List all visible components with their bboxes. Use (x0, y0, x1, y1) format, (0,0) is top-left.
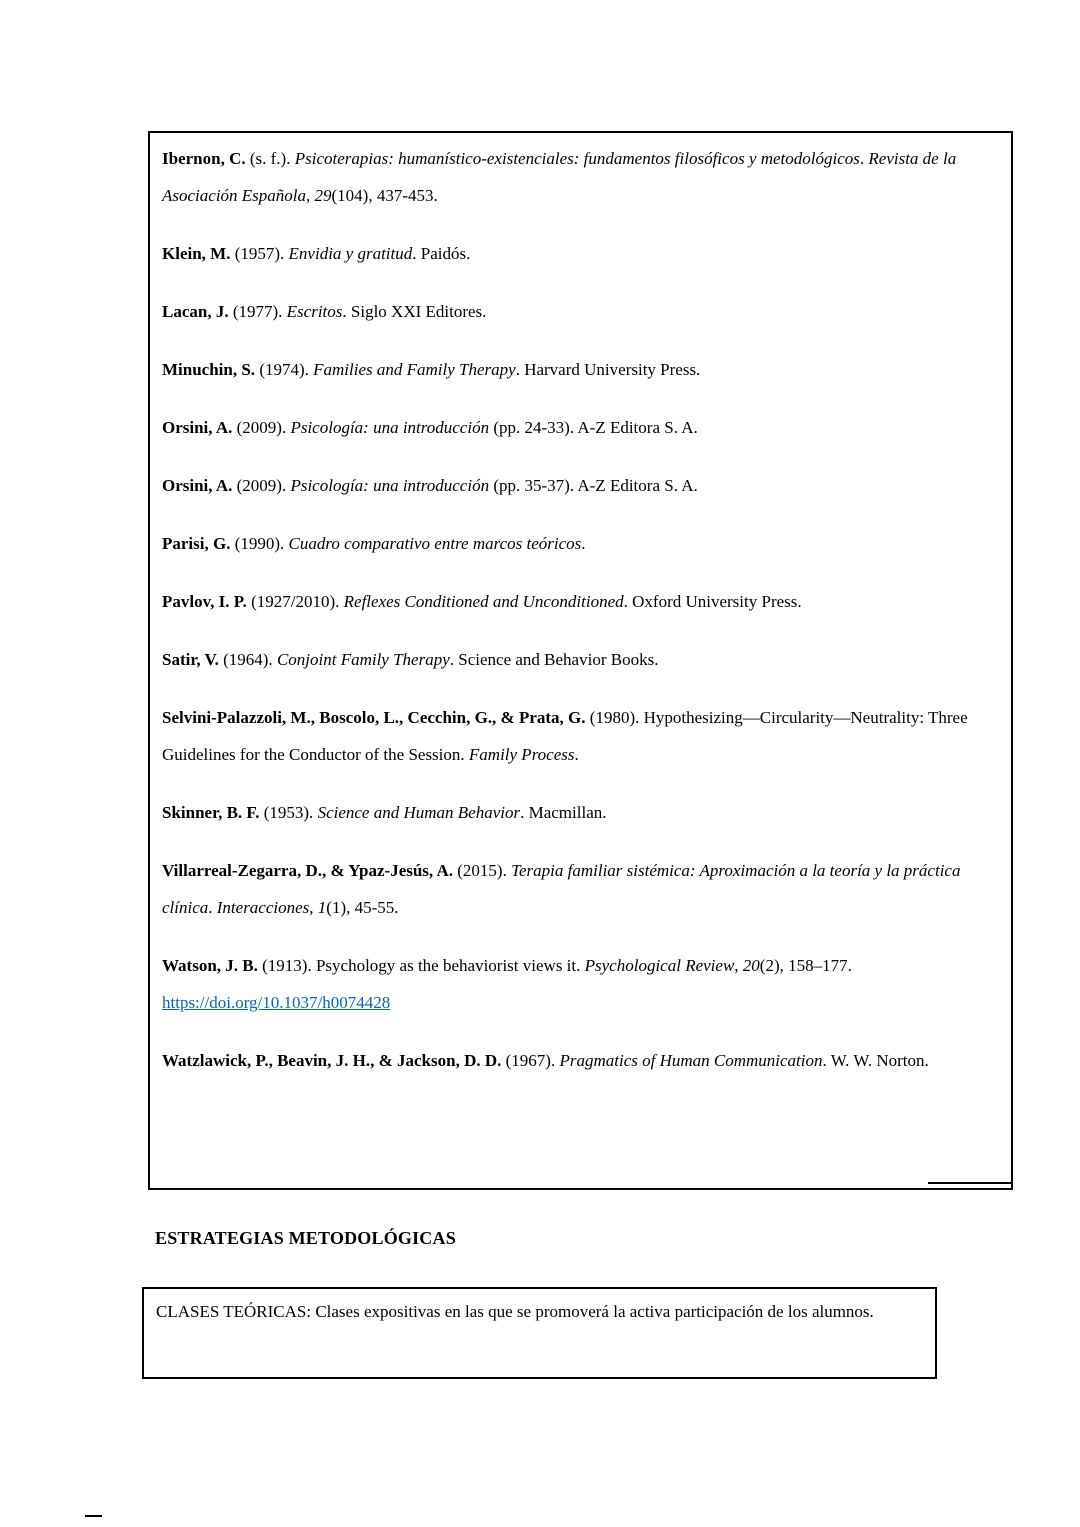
references-list (162, 140, 1006, 1079)
reference-text: (1913). Psychology as the behaviorist views it. (257, 956, 585, 975)
reference-text: (1974). (255, 360, 314, 379)
reference-authors: Orsini, A. (162, 476, 233, 495)
reference-title: Family Process (468, 745, 575, 764)
reference-title: Pragmatics of Human Communication (559, 1051, 823, 1070)
reference-title: Psychological Review (584, 956, 735, 975)
reference-text: . Oxford University Press. (623, 592, 802, 611)
reference-text: , (309, 898, 318, 917)
reference-entry (162, 140, 1006, 214)
reference-authors: Parisi, G. (162, 534, 231, 553)
reference-authors: Watzlawick, P., Beavin, J. H., & Jackson, D. D. (162, 1051, 502, 1070)
reference-entry (162, 409, 1006, 446)
table-cell-border-fragment (928, 1182, 1013, 1184)
reference-text: (1927/2010). (246, 592, 344, 611)
reference-title: Revista de la Asociación Española (162, 149, 957, 205)
references-box (148, 131, 1013, 1190)
reference-authors: Skinner, B. F. (162, 803, 260, 822)
reference-entry (162, 794, 1006, 831)
reference-text: . (574, 745, 579, 764)
reference-title: Psicoterapias: humanístico-existenciales: fundamentos filosóficos y metodológicos (294, 149, 860, 168)
reference-authors: Orsini, A. (162, 418, 233, 437)
reference-entry (162, 467, 1006, 504)
reference-entry (162, 852, 1006, 926)
reference-entry (162, 583, 1006, 620)
page-bottom-border-fragment (85, 1515, 102, 1517)
reference-entry (162, 641, 1006, 678)
reference-entry (162, 235, 1006, 272)
methodology-box (142, 1287, 937, 1379)
reference-authors: Ibernon, C. (162, 149, 246, 168)
reference-text: (2), 158–177. (759, 956, 852, 975)
reference-title: 20 (742, 956, 760, 975)
reference-authors: Watson, J. B. (162, 956, 258, 975)
reference-text: (2009). (232, 476, 291, 495)
reference-title: Psicología: una introducción (290, 418, 490, 437)
reference-title: Cuadro comparativo entre marcos teóricos (288, 534, 582, 553)
reference-entry (162, 293, 1006, 330)
methodology-text: CLASES TEÓRICAS: Clases expositivas en las que se promoverá la activa participación de los alumnos. (156, 1302, 874, 1321)
reference-title: Science and Human Behavior (317, 803, 521, 822)
reference-text: (104), 437-453. (331, 186, 438, 205)
doi-link[interactable]: https://doi.org/10.1037/h0074428 (162, 993, 391, 1012)
reference-title: Terapia familiar sistémica: Aproximación a la teoría y la práctica clínica (162, 861, 961, 917)
reference-text: (s. f.). (245, 149, 295, 168)
reference-title: Conjoint Family Therapy (276, 650, 450, 669)
reference-text: (1953). (259, 803, 318, 822)
reference-authors: Satir, V. (162, 650, 219, 669)
reference-entry (162, 699, 1006, 773)
reference-title: Reflexes Conditioned and Unconditioned (343, 592, 624, 611)
reference-text: . (581, 534, 586, 553)
reference-text: (2015). (453, 861, 512, 880)
reference-text: (1964). (218, 650, 277, 669)
reference-title: Escritos (286, 302, 343, 321)
reference-text: . Paidós. (412, 244, 471, 263)
reference-authors: Lacan, J. (162, 302, 229, 321)
reference-entry (162, 1042, 1006, 1079)
reference-entry (162, 525, 1006, 562)
reference-text: . Siglo XXI Editores. (342, 302, 487, 321)
reference-title: Envidia y gratitud (288, 244, 413, 263)
reference-title: Interacciones (216, 898, 310, 917)
reference-authors: Villarreal-Zegarra, D., & Ypaz-Jesús, A. (162, 861, 454, 880)
reference-text: . Macmillan. (520, 803, 607, 822)
reference-text: . (859, 149, 869, 168)
reference-title: Psicología: una introducción (290, 476, 490, 495)
reference-title: 29 (314, 186, 332, 205)
reference-title: Families and Family Therapy (313, 360, 516, 379)
reference-text: . Science and Behavior Books. (449, 650, 659, 669)
reference-text: , (306, 186, 315, 205)
reference-title: 1 (317, 898, 327, 917)
reference-entry (162, 947, 1006, 1021)
reference-text: . (208, 898, 217, 917)
reference-entry (162, 351, 1006, 388)
reference-authors: Selvini-Palazzoli, M., Boscolo, L., Cecchin, G., & Prata, G. (162, 708, 586, 727)
reference-authors: Pavlov, I. P. (162, 592, 247, 611)
reference-text: (1967). (501, 1051, 560, 1070)
reference-authors: Klein, M. (162, 244, 231, 263)
reference-authors: Minuchin, S. (162, 360, 256, 379)
reference-text: (2009). (232, 418, 291, 437)
reference-text: (pp. 24-33). A-Z Editora S. A. (489, 418, 698, 437)
reference-text: (1977). (228, 302, 287, 321)
reference-text: (1), 45-55. (326, 898, 399, 917)
section-heading: ESTRATEGIAS METODOLÓGICAS (155, 1228, 456, 1248)
reference-text: . W. W. Norton. (822, 1051, 929, 1070)
reference-text: (1957). (230, 244, 289, 263)
reference-text: . Harvard University Press. (515, 360, 701, 379)
reference-text: (1980). Hypothesizing—Circularity—Neutrality: Three Guidelines for the Conductor of the Session. (162, 708, 968, 764)
reference-text: (1990). (230, 534, 289, 553)
reference-text: (pp. 35-37). A-Z Editora S. A. (489, 476, 698, 495)
reference-text: , (734, 956, 743, 975)
